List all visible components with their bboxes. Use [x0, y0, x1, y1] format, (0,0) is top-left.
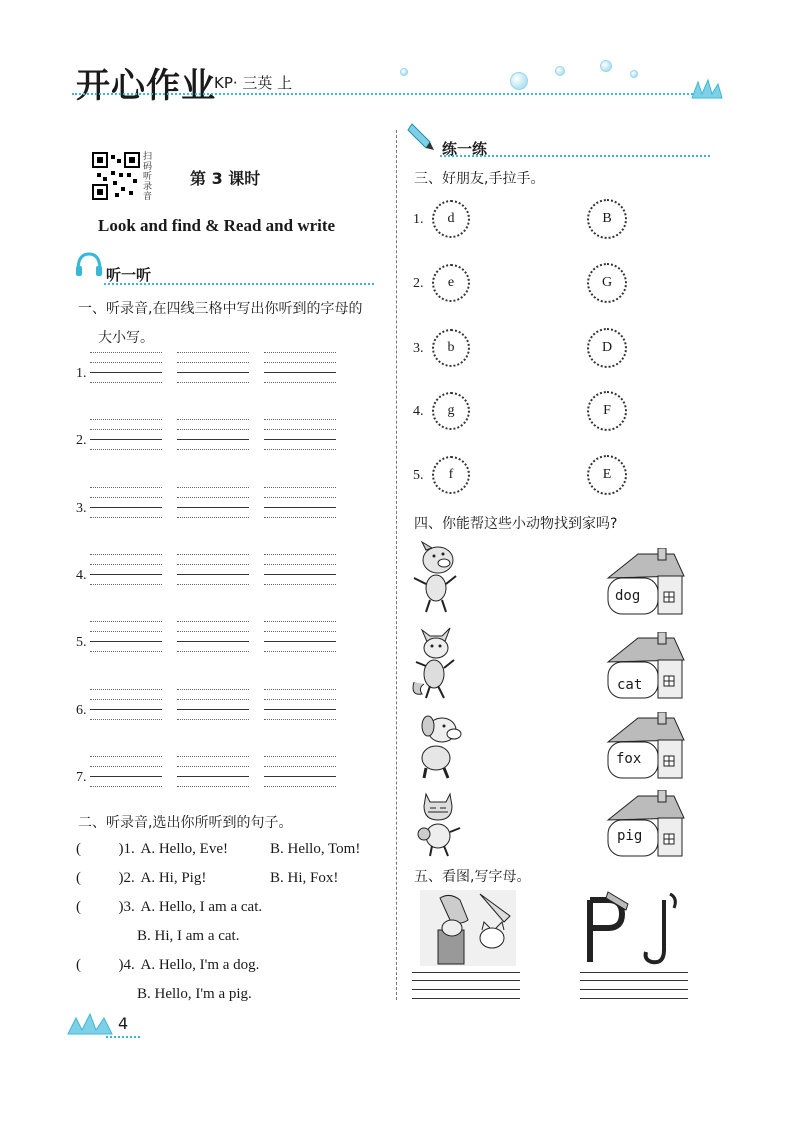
- q3-num: 1.: [413, 212, 424, 227]
- four-line-grid-line[interactable]: [177, 517, 249, 518]
- series-label: KP· 三英 上: [214, 74, 293, 92]
- q2-item-num: 1.: [123, 841, 135, 857]
- bubble-decoration: [600, 60, 612, 72]
- brand-title: 开心作业: [76, 66, 216, 106]
- four-line-grid-line[interactable]: [264, 517, 336, 518]
- house-icon: [602, 632, 688, 700]
- letter-circle[interactable]: [587, 455, 627, 495]
- writing-line[interactable]: [580, 972, 688, 973]
- letter: b: [447, 340, 455, 355]
- four-line-grid-line[interactable]: [264, 651, 336, 652]
- letter: d: [447, 211, 455, 226]
- four-line-grid-line[interactable]: [90, 719, 162, 720]
- practice-section-title: 练一练: [442, 140, 488, 158]
- answer-paren-close: ): [118, 870, 124, 886]
- four-line-grid-line[interactable]: [90, 352, 162, 353]
- q2-item-num: 4.: [123, 957, 135, 973]
- q2-item-num: 2.: [123, 870, 135, 886]
- q1-item-num: 5.: [76, 635, 87, 650]
- four-line-grid-line[interactable]: [264, 554, 336, 555]
- four-line-grid-line[interactable]: [90, 372, 162, 373]
- four-line-grid-line[interactable]: [90, 584, 162, 585]
- four-line-grid-line[interactable]: [177, 382, 249, 383]
- four-line-grid-line[interactable]: [90, 621, 162, 622]
- writing-line[interactable]: [412, 980, 520, 981]
- q1-item-num: 3.: [76, 501, 87, 516]
- q2-item-2: [76, 870, 206, 887]
- four-line-grid-line[interactable]: [264, 719, 336, 720]
- q5-title: 五、看图,写字母。: [414, 869, 531, 885]
- q1-title-cont: 大小写。: [98, 330, 154, 346]
- four-line-grid-line[interactable]: [90, 651, 162, 652]
- four-line-grid-line[interactable]: [264, 564, 336, 565]
- answer-paren-open[interactable]: (: [76, 957, 81, 973]
- answer-paren-close: ): [118, 841, 124, 857]
- four-line-grid-line[interactable]: [264, 631, 336, 632]
- letter: f: [448, 467, 454, 482]
- section-rule: [440, 155, 710, 157]
- four-line-grid-line[interactable]: [264, 419, 336, 420]
- q3-num: 2.: [413, 276, 424, 291]
- four-line-grid-line[interactable]: [90, 362, 162, 363]
- four-line-grid-line[interactable]: [177, 651, 249, 652]
- q1-item-num: 2.: [76, 433, 87, 448]
- lesson-subtitle: Look and find & Read and write: [98, 216, 336, 235]
- four-line-grid-line[interactable]: [90, 776, 162, 777]
- q3-num: 5.: [413, 468, 424, 483]
- four-line-grid-line[interactable]: [264, 756, 336, 757]
- four-line-grid-line[interactable]: [177, 439, 249, 440]
- cat-cartoon-icon: [410, 786, 466, 858]
- four-line-grid-line[interactable]: [177, 429, 249, 430]
- q2-option-a: A. Hi, Pig!: [140, 870, 207, 886]
- four-line-grid-line[interactable]: [264, 766, 336, 767]
- four-line-grid-line[interactable]: [90, 419, 162, 420]
- answer-paren-close: ): [118, 899, 124, 915]
- letter: D: [601, 340, 613, 355]
- four-line-grid-line[interactable]: [177, 709, 249, 710]
- four-line-grid-line[interactable]: [177, 507, 249, 508]
- dog-cartoon-icon: [410, 708, 466, 780]
- q3-num: 3.: [413, 341, 424, 356]
- bubble-decoration: [555, 66, 565, 76]
- four-line-grid-line[interactable]: [264, 574, 336, 575]
- writing-line[interactable]: [580, 980, 688, 981]
- four-line-grid-line[interactable]: [90, 766, 162, 767]
- q2-item-4: [76, 957, 259, 974]
- listen-section-title: 听一听: [106, 266, 152, 284]
- section-rule: [104, 283, 374, 285]
- four-line-grid-line[interactable]: [177, 487, 249, 488]
- four-line-grid-line[interactable]: [264, 487, 336, 488]
- grass-icon: [690, 78, 724, 100]
- four-line-grid-line[interactable]: [90, 449, 162, 450]
- four-line-grid-line[interactable]: [264, 449, 336, 450]
- answer-paren-close: ): [118, 957, 124, 973]
- house-word: fox: [616, 751, 642, 767]
- q2-option-b: B. Hi, I am a cat.: [137, 928, 240, 944]
- answer-paren-open[interactable]: (: [76, 870, 81, 886]
- four-line-grid-line[interactable]: [177, 584, 249, 585]
- q2-option-b: B. Hello, I'm a pig.: [137, 986, 252, 1002]
- letter: e: [447, 275, 455, 290]
- four-line-grid-line[interactable]: [90, 786, 162, 787]
- four-line-grid-line[interactable]: [90, 507, 162, 508]
- four-line-grid-line[interactable]: [264, 352, 336, 353]
- four-line-grid-line[interactable]: [264, 507, 336, 508]
- four-line-grid-line[interactable]: [264, 372, 336, 373]
- letter: F: [603, 403, 611, 418]
- letter-circle[interactable]: [432, 456, 470, 494]
- letter-circle[interactable]: [587, 391, 627, 431]
- four-line-grid-line[interactable]: [264, 621, 336, 622]
- four-line-grid-line[interactable]: [264, 429, 336, 430]
- four-line-grid-line[interactable]: [177, 689, 249, 690]
- four-line-grid-line[interactable]: [264, 689, 336, 690]
- writing-line[interactable]: [580, 998, 688, 999]
- pencil-icon: [406, 120, 436, 152]
- headphones-icon: [74, 250, 104, 278]
- four-line-grid-line[interactable]: [177, 719, 249, 720]
- four-line-grid-line[interactable]: [177, 449, 249, 450]
- q1-item-num: 7.: [76, 770, 87, 785]
- lesson-title: 第 3 课时: [190, 169, 261, 188]
- four-line-grid-line[interactable]: [90, 641, 162, 642]
- house-word: dog: [615, 588, 641, 604]
- letter-circle[interactable]: [432, 392, 470, 430]
- q2-option-b: B. Hello, Tom!: [270, 841, 361, 857]
- four-line-grid-line[interactable]: [177, 362, 249, 363]
- fox-cartoon-icon: [408, 622, 464, 700]
- four-line-grid-line[interactable]: [264, 497, 336, 498]
- q1-item-num: 4.: [76, 568, 87, 583]
- letter-circle[interactable]: [432, 264, 470, 302]
- header-rule: [72, 93, 712, 95]
- writing-line[interactable]: [412, 989, 520, 990]
- pig-cartoon-icon: [410, 540, 460, 614]
- letter-circle[interactable]: [587, 263, 627, 303]
- letter: E: [602, 467, 612, 482]
- letter-circle[interactable]: [587, 199, 627, 239]
- four-line-grid-line[interactable]: [264, 362, 336, 363]
- q1-item-num: 6.: [76, 703, 87, 718]
- four-line-grid-line[interactable]: [177, 564, 249, 565]
- answer-paren-open[interactable]: (: [76, 841, 81, 857]
- q2-option-a: A. Hello, I'm a dog.: [140, 957, 260, 973]
- four-line-grid-line[interactable]: [177, 766, 249, 767]
- house-word: pig: [617, 828, 643, 844]
- letters-p-j-picture: [578, 890, 698, 968]
- four-line-grid-line[interactable]: [177, 497, 249, 498]
- four-line-grid-line[interactable]: [177, 372, 249, 373]
- four-line-grid-line[interactable]: [90, 429, 162, 430]
- four-line-grid-line[interactable]: [264, 699, 336, 700]
- writing-line[interactable]: [412, 998, 520, 999]
- four-line-grid-line[interactable]: [90, 382, 162, 383]
- four-line-grid-line[interactable]: [90, 564, 162, 565]
- q2-option-b: B. Hi, Fox!: [270, 870, 339, 886]
- q2-item-num: 3.: [123, 899, 135, 915]
- bubble-decoration: [630, 70, 638, 78]
- cat-with-horn-picture: [420, 890, 516, 966]
- writing-line[interactable]: [580, 989, 688, 990]
- four-line-grid-line[interactable]: [90, 689, 162, 690]
- four-line-grid-line[interactable]: [90, 631, 162, 632]
- four-line-grid-line[interactable]: [264, 439, 336, 440]
- qr-code-icon[interactable]: [92, 152, 140, 200]
- letter-circle[interactable]: [432, 329, 470, 367]
- q2-item-3: [76, 899, 262, 916]
- house-icon: [602, 790, 688, 858]
- four-line-grid-line[interactable]: [177, 352, 249, 353]
- four-line-grid-line[interactable]: [177, 631, 249, 632]
- q2-item-1: [76, 841, 228, 858]
- four-line-grid-line[interactable]: [90, 699, 162, 700]
- four-line-grid-line[interactable]: [264, 709, 336, 710]
- four-line-grid-line[interactable]: [90, 756, 162, 757]
- four-line-grid-line[interactable]: [90, 487, 162, 488]
- footer-rule: [106, 1036, 140, 1038]
- writing-line[interactable]: [412, 972, 520, 973]
- four-line-grid-line[interactable]: [177, 641, 249, 642]
- q4-title: 四、你能帮这些小动物找到家吗?: [414, 516, 618, 532]
- letter: B: [602, 211, 612, 226]
- letter: g: [447, 403, 455, 418]
- four-line-grid-line[interactable]: [264, 641, 336, 642]
- four-line-grid-line[interactable]: [90, 574, 162, 575]
- four-line-grid-line[interactable]: [90, 554, 162, 555]
- four-line-grid-line[interactable]: [90, 517, 162, 518]
- q3-title: 三、好朋友,手拉手。: [414, 171, 545, 187]
- letter-circle[interactable]: [587, 328, 627, 368]
- four-line-grid-line[interactable]: [90, 709, 162, 710]
- column-divider: [396, 130, 397, 1000]
- q1-item-num: 1.: [76, 366, 87, 381]
- four-line-grid-line[interactable]: [264, 584, 336, 585]
- answer-paren-open[interactable]: (: [76, 899, 81, 915]
- letter-circle[interactable]: [432, 200, 470, 238]
- four-line-grid-line[interactable]: [264, 786, 336, 787]
- letter: G: [601, 275, 613, 290]
- q2-option-a: A. Hello, I am a cat.: [140, 899, 263, 915]
- grass-icon: [66, 1012, 114, 1036]
- four-line-grid-line[interactable]: [177, 554, 249, 555]
- four-line-grid-line[interactable]: [177, 756, 249, 757]
- q2-option-a: A. Hello, Eve!: [140, 841, 228, 857]
- four-line-grid-line[interactable]: [177, 621, 249, 622]
- four-line-grid-line[interactable]: [177, 574, 249, 575]
- four-line-grid-line[interactable]: [177, 419, 249, 420]
- four-line-grid-line[interactable]: [177, 786, 249, 787]
- bubble-decoration: [510, 72, 528, 90]
- q2-title: 二、听录音,选出你所听到的句子。: [78, 815, 293, 831]
- house-icon: [602, 548, 688, 616]
- q3-num: 4.: [413, 404, 424, 419]
- bubble-decoration: [400, 68, 408, 76]
- four-line-grid-line[interactable]: [177, 699, 249, 700]
- four-line-grid-line[interactable]: [177, 776, 249, 777]
- q1-title: 一、听录音,在四线三格中写出你听到的字母的: [78, 301, 363, 317]
- four-line-grid-line[interactable]: [264, 382, 336, 383]
- house-icon: [602, 712, 688, 780]
- page-number: 4: [118, 1014, 129, 1033]
- four-line-grid-line[interactable]: [264, 776, 336, 777]
- four-line-grid-line[interactable]: [90, 439, 162, 440]
- house-word: cat: [617, 677, 643, 693]
- qr-caption: 扫码听录音: [143, 152, 153, 202]
- four-line-grid-line[interactable]: [90, 497, 162, 498]
